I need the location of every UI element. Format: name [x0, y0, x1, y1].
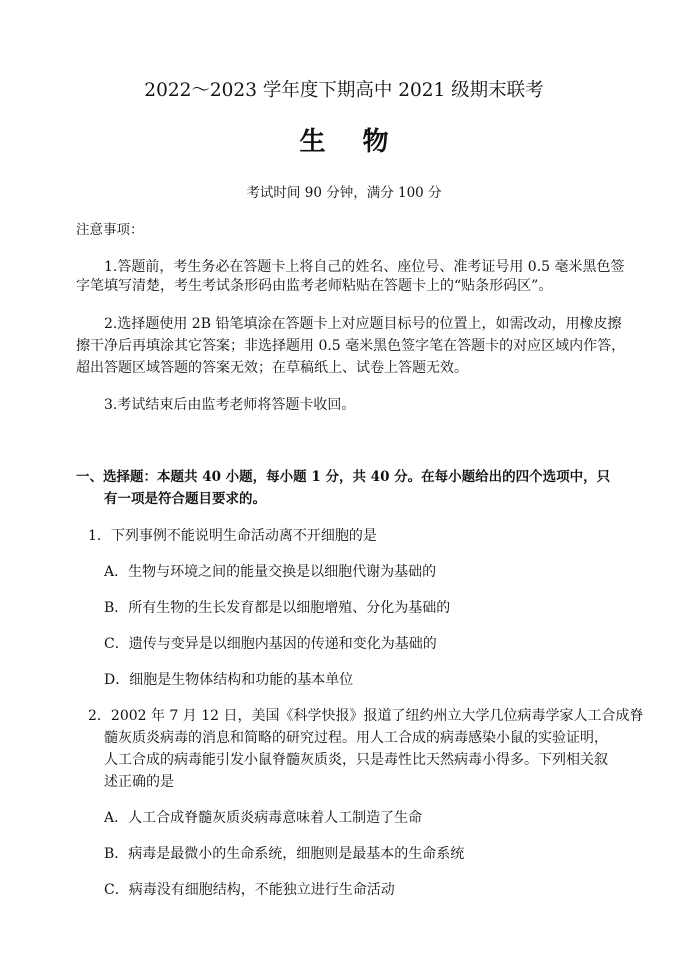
notice-item-1-line-2: 字笔填写清楚，考生考试条形码由监考老师粘贴在答题卡上的“贴条形码区”。 — [76, 278, 553, 294]
question-2-stem-line-3: 人工合成的病毒能引发小鼠脊髓灰质炎，只是毒性比天然病毒小得多。下列相关叙 — [104, 752, 608, 768]
notice-item-2-line-2: 擦干净后再填涂其它答案；非选择题用 0.5 毫米黑色签字笔在答题卡的对应区域内作答， — [76, 338, 626, 354]
notice-item-1-line-1: 1.答题前，考生务必在答题卡上将自己的姓名、座位号、准考证号用 0.5 毫米黑色签 — [104, 259, 625, 275]
notice-item-3-line-1: 3.考试结束后由监考老师将答题卡收回。 — [104, 397, 356, 413]
question-1-option-c: C．遗传与变异是以细胞内基因的传递和变化为基础的 — [104, 636, 437, 652]
question-2-stem-line-4: 述正确的是 — [104, 774, 174, 790]
question-1-option-d: D．细胞是生物体结构和功能的基本单位 — [104, 672, 354, 688]
section-heading-line-2: 有一项是符合题目要求的。 — [104, 491, 266, 507]
section-heading-line-1: 一、选择题：本题共 40 小题，每小题 1 分，共 40 分。在每小题给出的四个选项中，只 — [76, 469, 611, 485]
question-1-option-b: B．所有生物的生长发育都是以细胞增殖、分化为基础的 — [104, 600, 451, 616]
exam-info: 考试时间 90 分钟，满分 100 分 — [246, 185, 442, 201]
notice-item-2-line-1: 2.选择题使用 2B 铅笔填涂在答题卡上对应题目标号的位置上，如需改动，用橡皮擦 — [104, 316, 622, 332]
question-1-option-a: A．生物与环境之间的能量交换是以细胞代谢为基础的 — [104, 564, 437, 580]
subject-title: 生 物 — [299, 127, 403, 157]
notice-item-2-line-3: 超出答题区域答题的答案无效；在草稿纸上、试卷上答题无效。 — [76, 360, 468, 376]
question-2-stem-line-1: 2．2002 年 7 月 12 日，美国《科学快报》报道了纽约州立大学几位病毒学家人工合成脊 — [88, 708, 644, 724]
question-2-option-c: C．病毒没有细胞结构，不能独立进行生命活动 — [104, 882, 395, 898]
question-2-option-a: A．人工合成脊髓灰质炎病毒意味着人工制造了生命 — [104, 810, 423, 826]
exam-title: 2022～2023 学年度下期高中 2021 级期末联考 — [144, 80, 544, 101]
notice-heading: 注意事项： — [76, 222, 144, 238]
question-2-option-b: B．病毒是最微小的生命系统，细胞则是最基本的生命系统 — [104, 846, 465, 862]
question-2-stem-line-2: 髓灰质炎病毒的消息和简略的研究过程。用人工合成的病毒感染小鼠的实验证明， — [104, 730, 608, 746]
question-1-stem: 1．下列事例不能说明生命活动离不开细胞的是 — [88, 528, 377, 544]
